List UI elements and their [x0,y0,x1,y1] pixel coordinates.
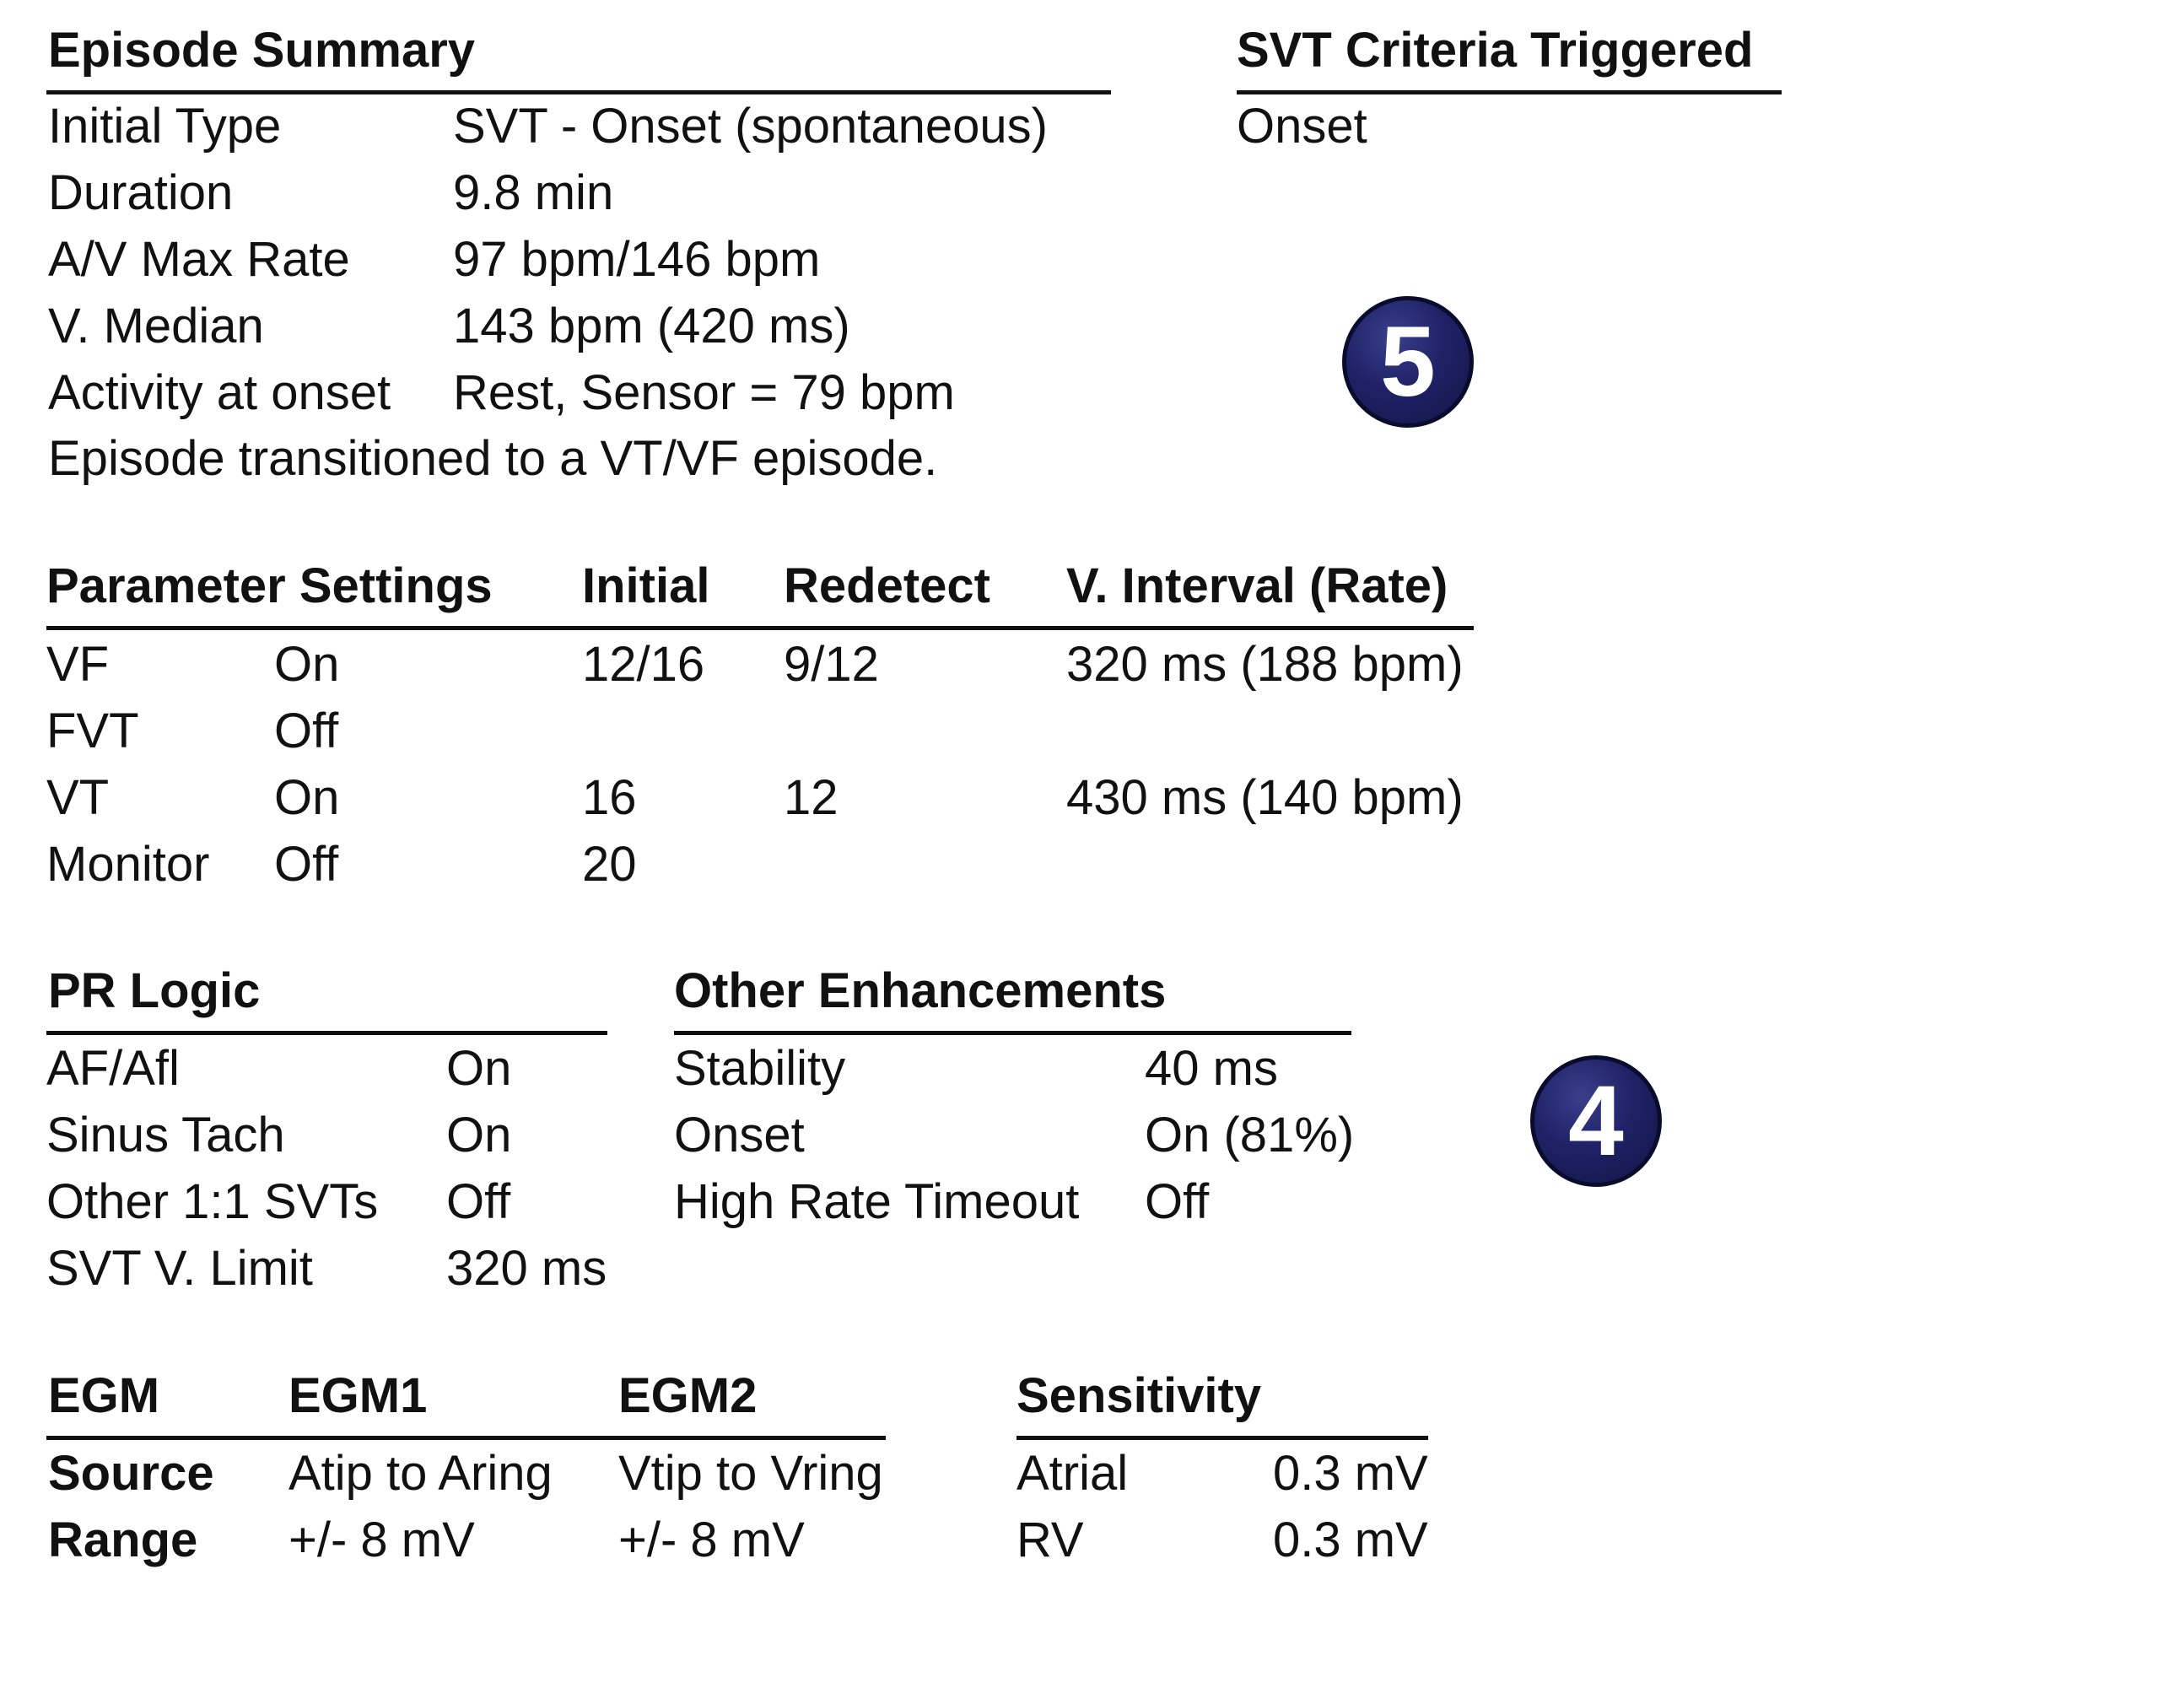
pr-logic-label: Sinus Tach [46,1108,285,1162]
enhancement-value: Off [1145,1174,1210,1229]
egm-source-label: Source [48,1446,214,1501]
enhancement-label: Stability [674,1041,846,1096]
sensitivity-divider [1017,1436,1428,1440]
egm1-column-header: EGM1 [289,1368,428,1423]
enhancement-value: 40 ms [1145,1041,1278,1096]
zone-redetect: 9/12 [784,637,879,692]
pr-logic-label: Other 1:1 SVTs [46,1174,379,1229]
activity-value: Rest, Sensor = 79 bpm [453,365,955,420]
svt-criteria-divider [1237,90,1782,94]
initial-type-value: SVT - Onset (spontaneous) [453,99,1048,154]
max-rate-value: 97 bpm/146 bpm [453,232,821,287]
other-enhancements-heading: Other Enhancements [674,963,1167,1018]
zone-initial: 20 [582,837,637,892]
zone-state: On [274,770,340,825]
sensitivity-value: 0.3 mV [1273,1513,1428,1567]
pr-logic-value: On [446,1041,512,1096]
episode-summary-divider [46,90,1111,94]
zone-state: On [274,637,340,692]
interval-column-header: V. Interval (Rate) [1066,558,1448,613]
pr-logic-value: Off [446,1174,511,1229]
step-badge-5: 5 [1342,296,1474,428]
egm-divider [46,1436,886,1440]
egm1-source-value: Atip to Aring [289,1446,553,1501]
egm2-column-header: EGM2 [618,1368,758,1423]
redetect-column-header: Redetect [784,558,990,613]
activity-label: Activity at onset [48,365,391,420]
pr-logic-label: AF/Afl [46,1041,180,1096]
enhancement-label: Onset [674,1108,805,1162]
zone-initial: 16 [582,770,637,825]
v-median-value: 143 bpm (420 ms) [453,299,850,353]
svt-criteria-value: Onset [1237,99,1367,154]
zone-interval: 320 ms (188 bpm) [1066,637,1464,692]
sensitivity-heading: Sensitivity [1017,1368,1262,1423]
sensitivity-value: 0.3 mV [1273,1446,1428,1501]
v-median-label: V. Median [48,299,264,353]
egm2-source-value: Vtip to Vring [618,1446,883,1501]
egm1-range-value: +/- 8 mV [289,1513,475,1567]
initial-type-label: Initial Type [48,99,282,154]
parameter-settings-divider [46,626,1474,630]
duration-value: 9.8 min [453,165,614,220]
zone-redetect: 12 [784,770,839,825]
zone-name: VF [46,637,110,692]
other-enhancements-divider [674,1031,1351,1035]
pr-logic-heading: PR Logic [48,963,261,1018]
step-badge-4: 4 [1530,1055,1662,1187]
pr-logic-value: 320 ms [446,1241,607,1296]
sensitivity-label: Atrial [1017,1446,1129,1501]
enhancement-label: High Rate Timeout [674,1174,1080,1229]
zone-name: FVT [46,704,139,758]
max-rate-label: A/V Max Rate [48,232,350,287]
zone-name: Monitor [46,837,210,892]
zone-state: Off [274,837,339,892]
svt-criteria-heading: SVT Criteria Triggered [1237,23,1754,78]
zone-initial: 12/16 [582,637,705,692]
parameter-settings-heading: Parameter Settings [46,558,493,613]
sensitivity-label: RV [1017,1513,1084,1567]
initial-column-header: Initial [582,558,710,613]
zone-interval: 430 ms (140 bpm) [1066,770,1464,825]
zone-name: VT [46,770,110,825]
egm2-range-value: +/- 8 mV [618,1513,805,1567]
episode-summary-heading: Episode Summary [48,23,476,78]
zone-state: Off [274,704,339,758]
duration-label: Duration [48,165,234,220]
pr-logic-value: On [446,1108,512,1162]
pr-logic-label: SVT V. Limit [46,1241,313,1296]
egm-range-label: Range [48,1513,198,1567]
enhancement-value: On (81%) [1145,1108,1355,1162]
episode-note: Episode transitioned to a VT/VF episode. [48,431,938,486]
pr-logic-divider [46,1031,607,1035]
egm-heading: EGM [48,1368,160,1423]
